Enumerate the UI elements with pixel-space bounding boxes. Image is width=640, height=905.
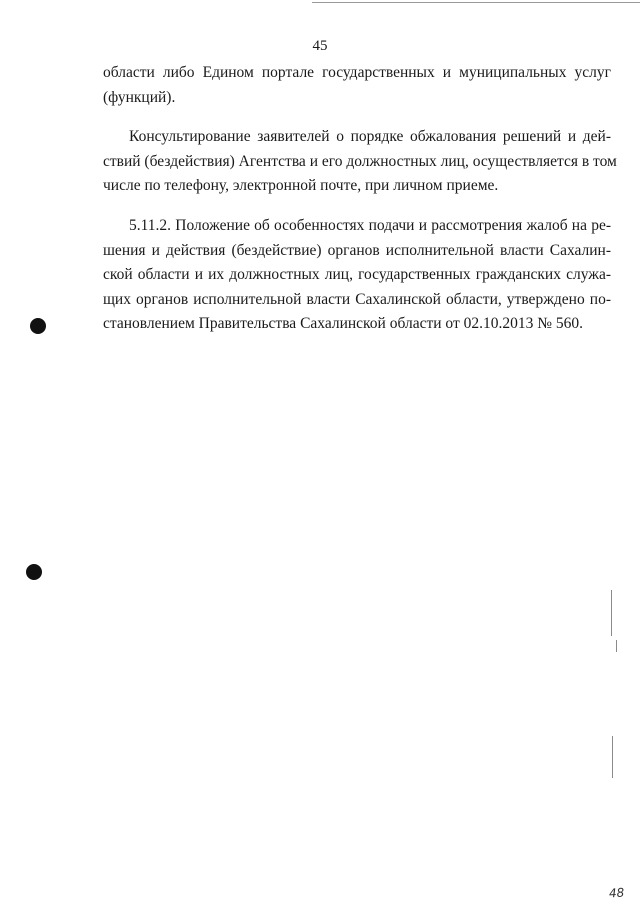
text-line: области либо Едином портале государственных и муниципальных услуг [103,64,611,81]
scan-artifact [611,590,612,636]
punch-hole-mark [30,318,46,334]
text-line: ствий (бездействия) Агентства и его должностных лиц, осуществляется в том [103,152,617,170]
text-line: становлением Правительства Сахалинской области от 02.10.2013 № 560. [103,315,584,332]
scan-artifact [612,736,613,778]
punch-hole-mark [26,564,42,580]
text-line: 5.11.2. Положение об особенностях подачи и рассмотрения жалоб на ре- [129,217,611,234]
scan-edge-line [312,2,640,3]
text-line: Консультирование заявителей о порядке обжалования решений и дей- [129,128,611,145]
text-line: числе по телефону, электронной почте, при личном приеме. [103,177,499,194]
handwritten-page-mark: 48 [608,885,625,901]
scan-artifact [616,640,617,652]
paragraph-continuation [103,61,611,110]
text-line: шения и действия (бездействие) органов исполнительной власти Сахалин- [103,241,611,259]
paragraph-5-11-2 [103,214,611,337]
page-number: 45 [312,38,328,54]
text-line: (функций). [103,88,176,106]
text-line: ской области и их должностных лиц, государственных гражданских служа- [103,266,611,283]
text-line: щих органов исполнительной власти Сахалинской области, утверждено по- [103,290,611,308]
paragraph-consultation [103,125,617,199]
